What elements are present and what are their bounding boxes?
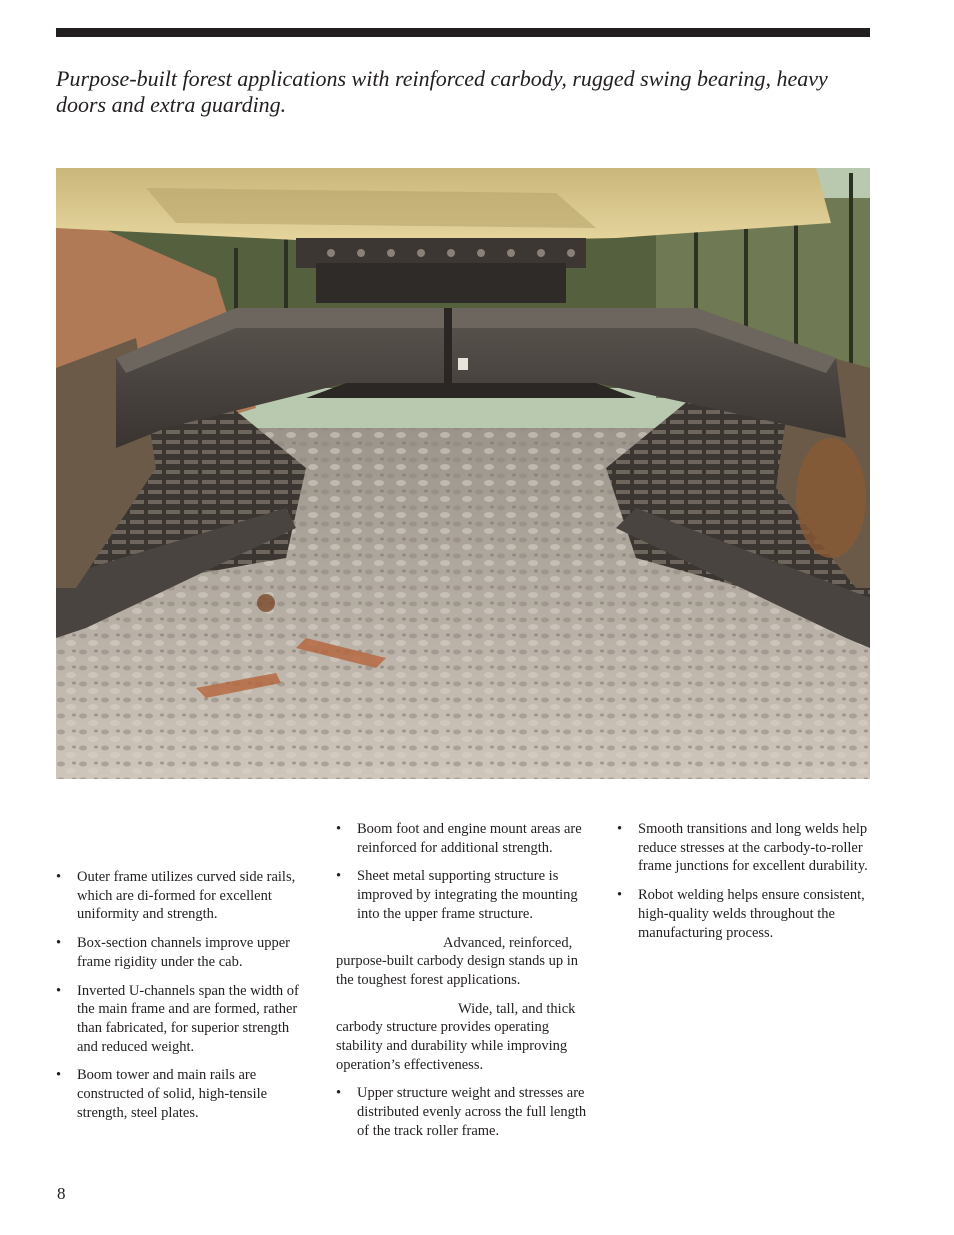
list-item: • Box-section channels improve upper frame rigidity under the cab. [56, 935, 291, 970]
list-item: • Outer frame utilizes curved side rails, which are di-formed for excellent uniformity and strength. [56, 869, 296, 923]
list-item: • Sheet metal supporting structure is improved by integrating the mounting into the upper frame structure. [336, 868, 578, 922]
bullet-list [336, 820, 592, 924]
bullet-list [617, 820, 873, 942]
undercarriage-photo [56, 168, 870, 779]
column-2 [336, 820, 592, 1151]
bullet-icon: • [336, 1085, 342, 1102]
bullet-icon: • [336, 821, 342, 837]
bullet-icon: • [617, 821, 623, 837]
bullet-list [336, 1084, 592, 1140]
page-number: 8 [57, 1184, 66, 1203]
list-item: • Inverted U-channels span the width of the main frame and are formed, rather than fabricated, for superior strength and reduced weight. [56, 982, 299, 1055]
headline: Purpose-built forest applications with reinforced carbody, rugged swing bearing, heavy doors and extra guarding. [56, 66, 828, 117]
top-rule [56, 28, 870, 37]
paragraph: Wide, tall, and thick carbody structure provides operating stability and durability while improving operation’s effectiveness. [336, 1000, 576, 1073]
list-item: • Smooth transitions and long welds help reduce stresses at the carbody-to-roller frame junctions for excellent durability. [617, 821, 868, 875]
list-item: • Robot welding helps ensure consistent, high-quality welds throughout the manufacturing process. [617, 887, 865, 941]
bullet-icon: • [56, 935, 62, 952]
column-3 [617, 820, 873, 952]
bullet-icon: • [56, 869, 62, 885]
list-item: • Boom foot and engine mount areas are reinforced for additional strength. [336, 821, 582, 856]
bullet-icon: • [56, 982, 62, 999]
bullet-icon: • [617, 887, 623, 904]
column-1 [56, 868, 312, 1132]
list-item: • Upper structure weight and stresses are distributed evenly across the full length of the track roller frame. [336, 1085, 587, 1139]
bullet-list [56, 868, 312, 1122]
bullet-icon: • [336, 868, 342, 885]
bullet-icon: • [56, 1067, 62, 1084]
list-item: • Boom tower and main rails are constructed of solid, high-tensile strength, steel plates. [56, 1067, 268, 1121]
paragraph: Advanced, reinforced, purpose-built carbody design stands up in the toughest forest applications. [336, 934, 579, 988]
